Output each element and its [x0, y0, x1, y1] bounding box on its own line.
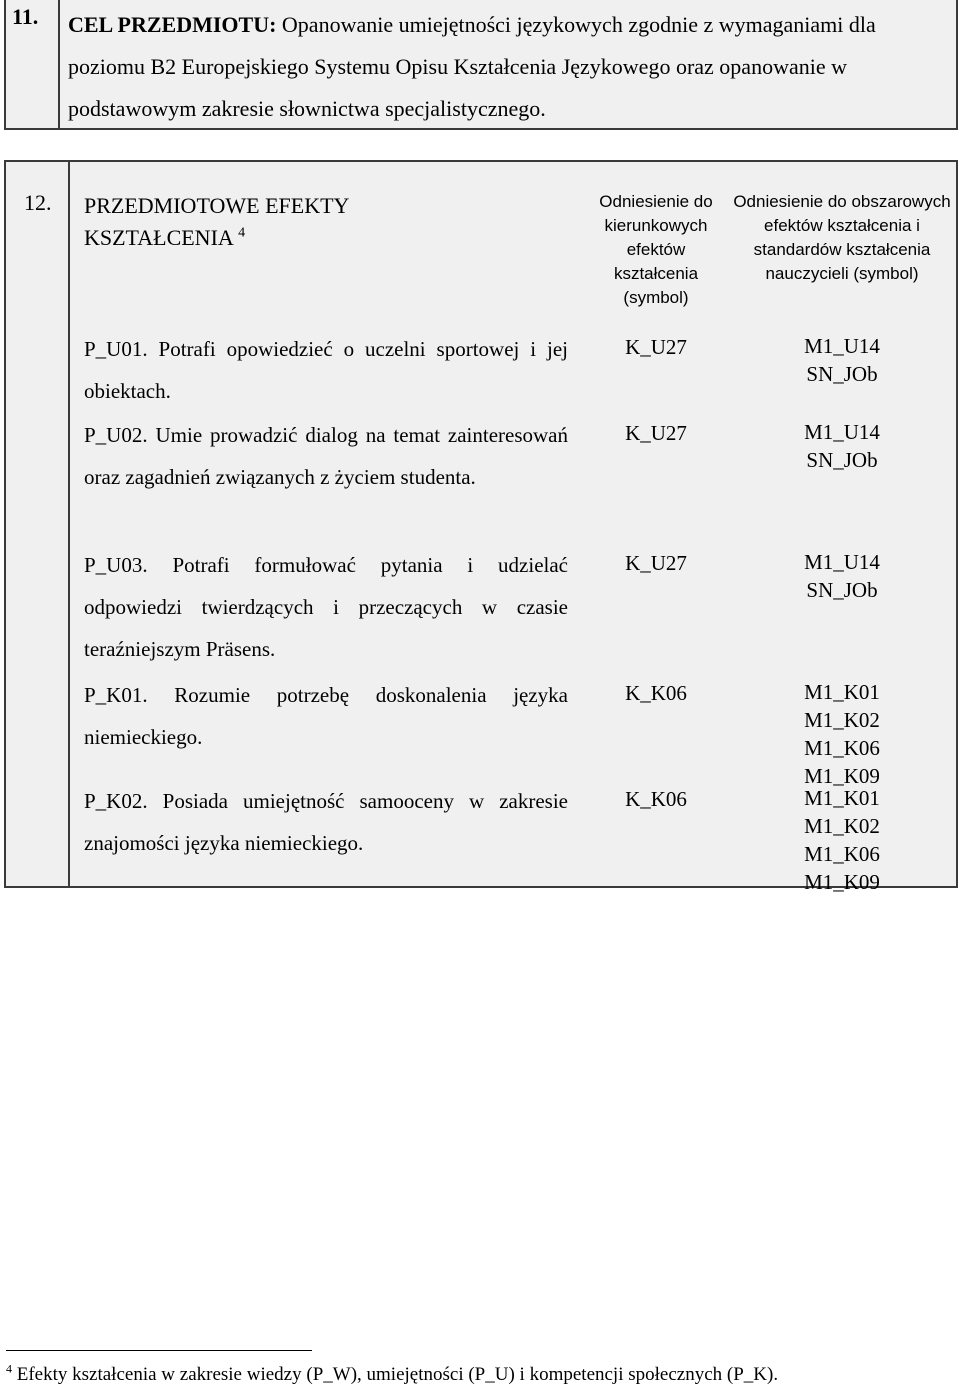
outcome-text: Potrafi opowiedzieć o uczelni sportowej i jej obiektach.	[84, 337, 568, 403]
section-body	[68, 4, 948, 130]
footnote-divider	[6, 1350, 312, 1351]
outcome-row	[84, 328, 568, 412]
footnote-marker: 4	[6, 1361, 12, 1376]
outcome-text: Potrafi formułować pytania i udzielać odpowiedzi twierdzących i przeczących w czasie teraźniejszym Präsens.	[84, 553, 568, 661]
footnote-ref: 4	[238, 225, 246, 241]
outcome-text: Posiada umiejętność samooceny w zakresie znajomości języka niemieckiego.	[84, 789, 568, 855]
column-header-program-outcomes: Odniesienie do kierunkowych efektów kształcenia (symbol)	[599, 192, 713, 307]
column-header-area-outcomes: Odniesienie do obszarowych efektów kształcenia i standardów kształcenia nauczycieli (symbol)	[733, 192, 951, 283]
heading-line-1: PRZEDMIOTOWE EFEKTY	[84, 193, 350, 218]
outcome-text: Umie prowadzić dialog na temat zainteresowań oraz zagadnień związanych z życiem studenta.	[84, 423, 568, 489]
area-ref: M1_U14 SN_JOb	[804, 550, 880, 602]
program-ref: K_U27	[625, 551, 687, 575]
section-text: Opanowanie umiejętności językowych zgodnie z wymaganiami dla poziomu B2 Europejskiego Systemu Opisu Kształcenia Językowego oraz opanowanie w podstawowym zakresie słownictwa specjalistycznego.	[68, 12, 876, 121]
outcome-row	[84, 544, 568, 670]
area-ref: M1_U14 SN_JOb	[804, 420, 880, 472]
footnote-text: Efekty kształcenia w zakresie wiedzy (P_W), umiejętności (P_U) i kompetencji społecznych (P_K).	[12, 1364, 779, 1385]
program-ref: K_U27	[625, 335, 687, 359]
area-ref: M1_U14 SN_JOb	[804, 334, 880, 386]
outcome-code: P_U03.	[84, 553, 148, 577]
outcome-code: P_U01.	[84, 337, 148, 361]
area-ref: M1_K01 M1_K02 M1_K06 M1_K09	[804, 680, 880, 788]
outcome-code: P_K02.	[84, 789, 148, 813]
outcome-code: P_U02.	[84, 423, 148, 447]
footnote	[6, 1362, 778, 1388]
area-ref: M1_K01 M1_K02 M1_K06 M1_K09	[804, 786, 880, 894]
section-12-outcomes	[4, 160, 958, 894]
program-ref: K_U27	[625, 421, 687, 445]
outcome-code: P_K01.	[84, 683, 148, 707]
section-11-goal	[4, 0, 958, 130]
section-heading	[84, 190, 349, 254]
section-label: CEL PRZEDMIOTU:	[68, 12, 277, 37]
section-number: 11.	[6, 0, 60, 128]
heading-line-2: KSZTAŁCENIA $^4$	[84, 225, 246, 250]
outcome-row	[84, 780, 568, 864]
outcome-text: Rozumie potrzebę doskonalenia języka niemieckiego.	[84, 683, 568, 749]
program-ref: K_K06	[625, 681, 687, 705]
section-number: 12.	[6, 162, 70, 886]
program-ref: K_K06	[625, 787, 687, 811]
outcome-row	[84, 674, 568, 758]
outcome-row	[84, 414, 568, 498]
